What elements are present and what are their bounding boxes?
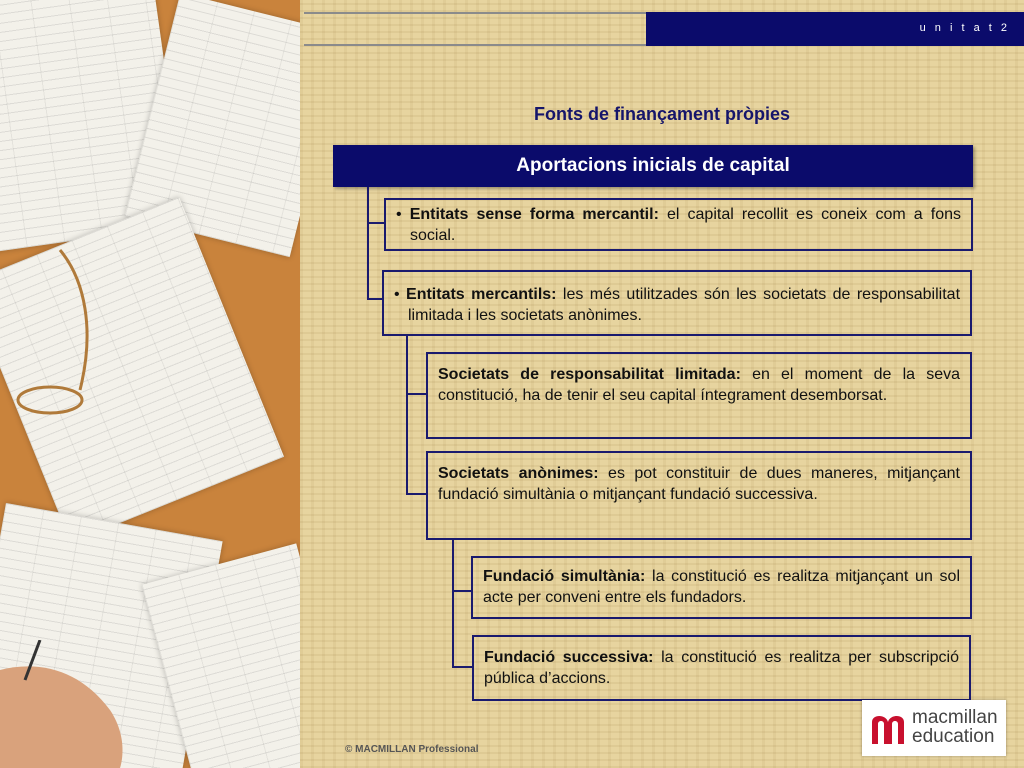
tree-connector (452, 666, 472, 668)
logo-line2: education (912, 726, 995, 747)
concept-box-simultaneous-foundation (471, 556, 972, 619)
tree-connector (406, 336, 408, 494)
concept-text: es pot constituir de dues maneres, mitjançant fundació simultània o mitjançant fundació successiva. (438, 465, 960, 503)
logo-line1: macmillan (912, 707, 998, 728)
tree-connector (452, 540, 454, 667)
tree-connector (367, 298, 382, 300)
header-rule (304, 44, 646, 46)
concept-term: Societats anònimes: (438, 465, 599, 482)
concept-term: Entitats sense forma mercantil: (409, 206, 659, 223)
concept-term: Fundació successiva: (484, 649, 654, 666)
macmillan-logo-mark (870, 708, 906, 746)
tree-connector (406, 393, 426, 395)
concept-text: les més utilitzades són les societats de responsabilitat limitada i les societats anònimes. (408, 286, 961, 324)
main-heading: Aportacions inicials de capital (333, 145, 973, 187)
concept-term: Fundació simultània: (483, 568, 646, 585)
tree-connector (367, 222, 384, 224)
header-rule (304, 12, 646, 14)
macmillan-logo (862, 700, 1006, 756)
concept-term: Entitats mercantils: (406, 286, 557, 303)
background-photo (0, 0, 300, 768)
page-subtitle: Fonts de finançament pròpies (533, 104, 791, 124)
concept-text: la constitució es realitza per subscripció pública d’accions. (484, 649, 959, 687)
concept-box-non-mercantile (384, 198, 973, 251)
concept-text: la constitució es realitza mitjançant un sol acte per conveni entre els fundadors. (483, 568, 961, 606)
bullet: • (396, 206, 402, 223)
concept-box-mercantile (382, 270, 972, 336)
tree-connector (452, 590, 471, 592)
logo-wordmark (912, 708, 998, 746)
bullet: • (394, 286, 400, 303)
concept-box-limited-company (426, 352, 972, 439)
copyright-text: © MACMILLAN Professional (345, 744, 479, 755)
glasses-icon (0, 240, 110, 430)
concept-term: Societats de responsabilitat limitada: (438, 366, 741, 383)
concept-box-successive-foundation (472, 635, 971, 701)
hand-icon (0, 640, 130, 768)
unit-label: u n i t a t 2 (919, 22, 1010, 34)
tree-connector (406, 493, 426, 495)
tree-connector (367, 187, 369, 299)
unit-header-bar (646, 12, 1024, 46)
concept-text: el capital recollit es coneix com a fons social. (410, 206, 962, 244)
concept-box-public-company (426, 451, 972, 540)
concept-text: en el moment de la seva constitució, ha de tenir el seu capital íntegrament desemborsat. (438, 366, 960, 404)
